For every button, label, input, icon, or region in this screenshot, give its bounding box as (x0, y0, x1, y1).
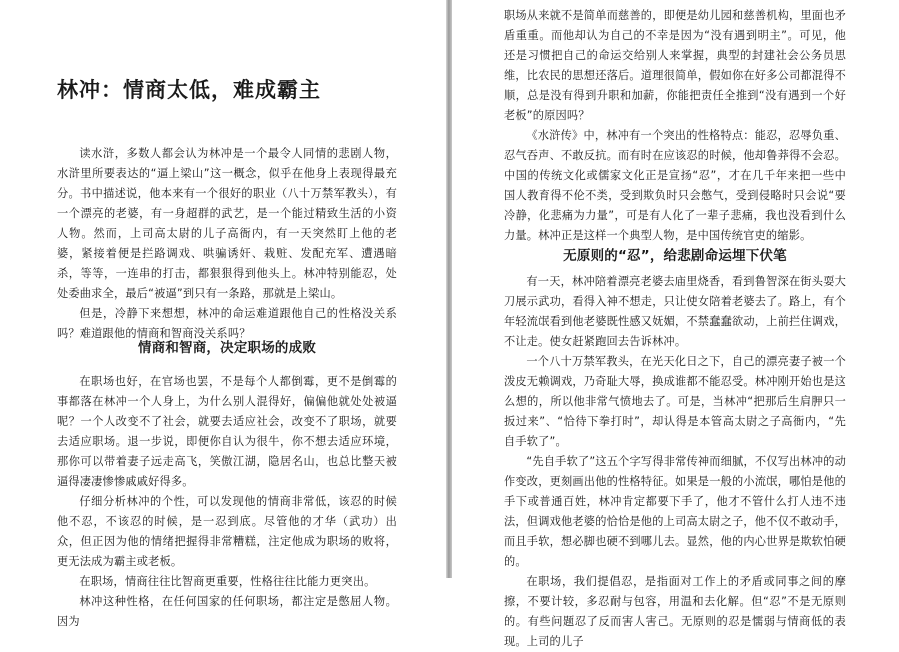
paragraph: 职场从来就不是简单而慈善的，即便是幼儿园和慈善机构，里面也矛盾重重。而他却认为自己的不幸是因为“没有遇到明主”。可见，他还是习惯把自己的命运交给别人来掌握，典型的封建社会公务员思维，比农民的思想还落后。道理很简单，假如你在好多公司都混得不顺，总是没有得到升职和加薪，你能把责任全推到“没有遇到一个好老板”的原因吗？ (504, 9, 846, 122)
chapter-title: 林冲：情商太低，难成霸主 (57, 77, 321, 102)
paragraph: 《水浒传》中，林冲有一个突出的性格特点：能忍，忍辱负重、忍气吞声、不敢反抗。而有时在应该忍的时候，他却鲁莽得不会忍。中国的传统文化或儒家文化正是宣扬“忍”，才在几千年来把一些中国人教育得不伦不类，受到欺负时只会憋气，受到侵略时只会说“要冷静，化悲痛为力量”，可是有人化了一辈子悲痛，我也没看到什么力量。林冲正是这样一个典型人物，是中国传统官吏的缩影。 (504, 129, 846, 242)
paragraph: 仔细分析林冲的个性，可以发现他的情商非常低，该忍的时候他不忍，不该忍的时候，是一忍到底。尽管他的才华（武功）出众，但正因为他的情绪把握得非常糟糕，注定他成为职场的败将，更无法成为霸主或老板。 (57, 495, 397, 568)
section-text (504, 272, 846, 652)
continued-text (504, 6, 846, 246)
section-title: 情商和智商，决定职场的成败 (137, 340, 317, 356)
paragraph: 但是，冷静下来想想，林冲的命运难道跟他自己的性格没关系吗？难道跟他的情商和智商没关系吗？ (57, 307, 397, 340)
paragraph: 在职场，情商往往比智商更重要，性格往往比能力更突出。 (79, 575, 376, 588)
right-page (452, 0, 899, 648)
section-text (57, 372, 397, 632)
paragraph: 读水浒，多数人都会认为林冲是一个最令人同情的悲剧人物，水浒里所要表达的“逼上梁山”这一概念，似乎在他身上表现得最充分。书中描述说，他本来有一个很好的职业（八十万禁军教头），有一个漂亮的老婆，有一身超群的武艺，是一个能过精致生活的小资人物。然而，上司高太尉的儿子高衙内，有一天突然盯上他的老婆，紧接着便是拦路调戏、哄骗诱奸、栽赃、发配充军、遭遇暗杀，等等，一连串的打击，都狠狠得到他头上。林冲特别能忍，处处委曲求全，最后“被逼”到只有一条路，那就是上梁山。 (57, 147, 397, 300)
paragraph: 在职场，我们提倡忍，是指面对工作上的矛盾或同事之间的摩擦，不要计较，多忍耐与包容，用温和去化解。但“忍”不是无原则的。有些问题忍了反而害人害己。无原则的忍是懦弱与情商低的表现。上司的儿子 (504, 575, 846, 648)
section-title: 无原则的“忍”，给悲剧命运埋下伏笔 (563, 248, 787, 264)
paragraph: 有一天，林冲陪着漂亮老婆去庙里烧香，看到鲁智深在街头耍大刀展示武功，看得入神不想走，只让使女陪着老婆去了。路上，有个年轻流氓看到他老婆既性感又妩媚，不禁蠢蠢欲动，上前拦住调戏，不让走。使女赶紧跑回去告诉林冲。 (504, 275, 846, 348)
paragraph: “先自手软了”这五个字写得非常传神而细腻，不仅写出林冲的动作变改，更刻画出他的性格特征。如果是一般的小流氓，哪怕是他的手下或普通百姓，林冲肯定都要下手了，他才不管什么打人违不违法，但调戏他老婆的恰恰是他的上司高太尉之子，他不仅不敢动手，而且手软，想必脚也硬不到哪儿去。显然，他的内心世界是欺软怕硬的。 (504, 455, 846, 568)
paragraph: 在职场也好，在官场也罢，不是每个人都倒霉，更不是倒霉的事都落在林冲一个人身上，为什么别人混得好，偏偏他就处处被逼呢？一个人改变不了社会，就要去适应社会，改变不了职场，就要去适应职场。退一步说，即便你自认为很牛，你不想去适应环境，那你可以带着妻子远走高飞，笑傲江湖，隐居名山，也总比整天被逼得凄凄惨惨戚戚好得多。 (57, 375, 397, 488)
left-page (0, 0, 446, 628)
paragraph: 一个八十万禁军教头，在光天化日之下，自己的漂亮妻子被一个泼皮无赖调戏，乃奇耻大辱，换成谁都不能忍受。林冲刚开始也是这么想的，所以他非常气愤地去了。可是，当林冲“把那后生肩胛只一扳过来”、“恰待下拳打时”，却认得是本管高太尉之子高衙内，“先自手软了”。 (504, 355, 846, 448)
intro-text (57, 144, 397, 344)
paragraph: 林冲这种性格，在任何国家的任何职场，都注定是憋屈人物。因为 (57, 595, 397, 628)
